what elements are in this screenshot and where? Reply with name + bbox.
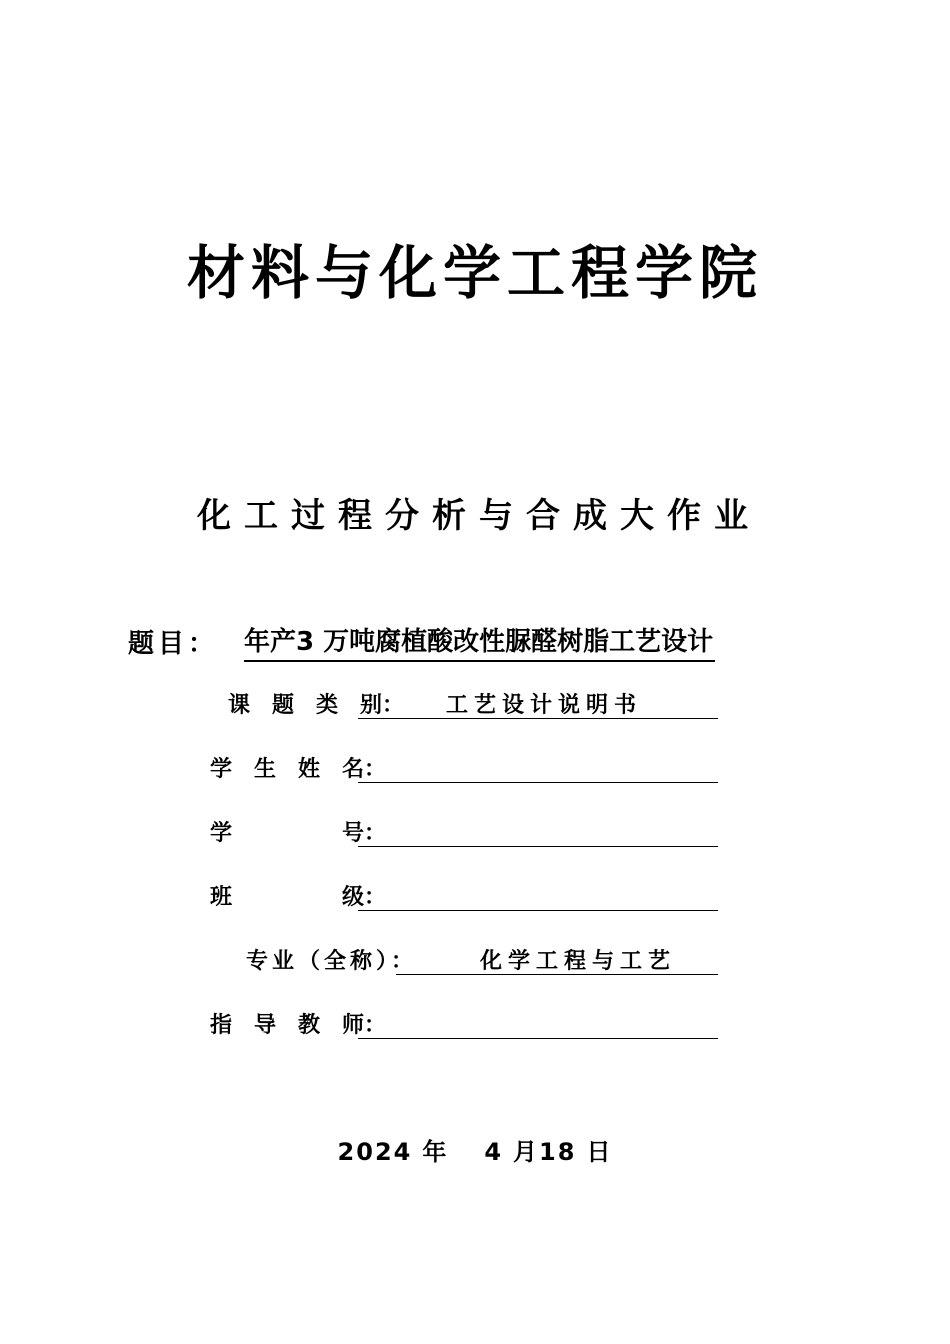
date-line (0, 1134, 950, 1170)
class-underline (358, 880, 718, 911)
advisor-underline (358, 1008, 718, 1039)
student-id-underline (358, 816, 718, 847)
field-student-id (210, 816, 730, 852)
topic-value: 年产3 万吨腐植酸改性脲醛树脂工艺设计 (244, 624, 715, 662)
field-class (210, 880, 730, 916)
date-year-unit: 年 (422, 1138, 449, 1166)
field-student-name (210, 752, 730, 788)
date-month-unit: 月 (513, 1138, 540, 1166)
date-day: 18 (539, 1138, 577, 1166)
category-label: 课 题 类 别： (228, 693, 405, 718)
student-name-underline (358, 752, 718, 783)
class-label: 班 级： (210, 885, 387, 910)
major-label: 专业（全称）： (246, 949, 418, 974)
topic-label: 题目： (128, 629, 219, 659)
date-day-unit: 日 (586, 1138, 613, 1166)
category-value: 工艺设计说明书 (446, 693, 643, 718)
major-value: 化学工程与工艺 (480, 949, 677, 974)
date-year: 2024 (337, 1138, 413, 1166)
advisor-label: 指 导 教 师： (210, 1013, 387, 1038)
college-name: 材料与化学工程学院 (186, 239, 763, 307)
field-category (228, 688, 728, 724)
course-title: 化工过程分析与合成大作业 (197, 496, 761, 536)
date-month: 4 (484, 1138, 504, 1166)
field-major (246, 944, 726, 980)
student-id-label: 学 号： (210, 821, 387, 846)
field-advisor (210, 1008, 730, 1044)
student-name-label: 学 生 姓 名： (210, 757, 387, 782)
